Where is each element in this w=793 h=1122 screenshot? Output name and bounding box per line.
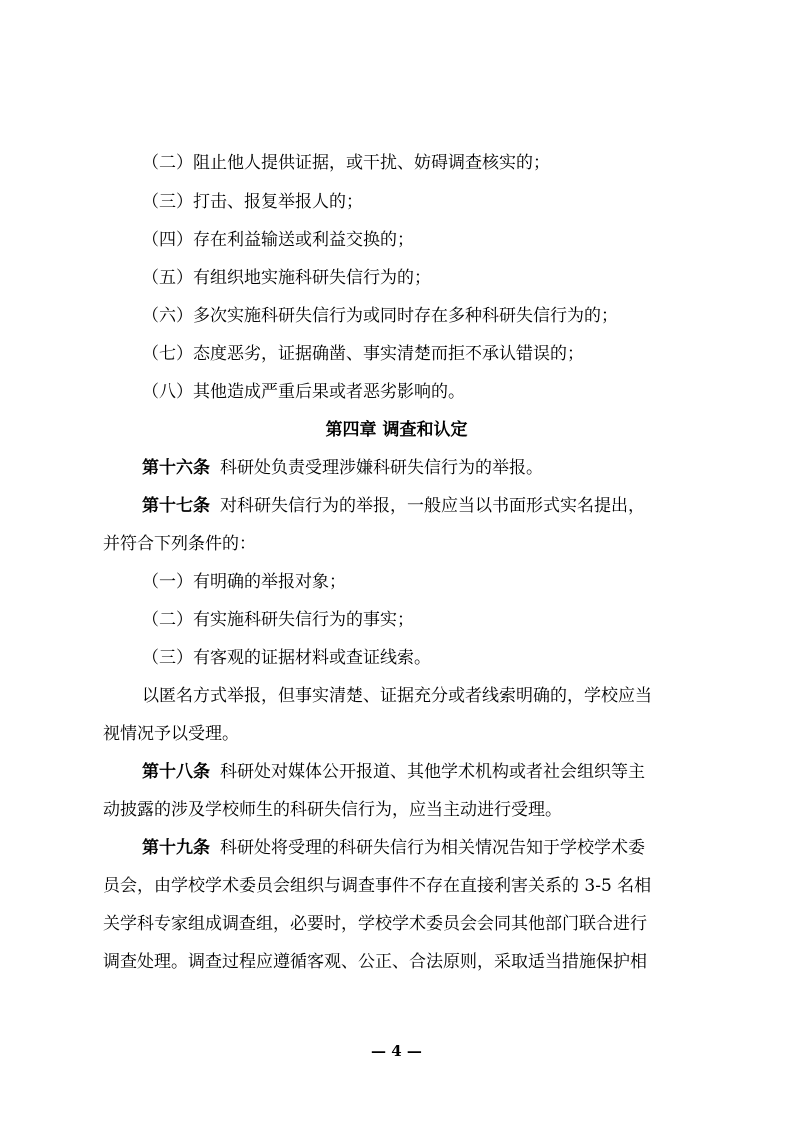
- list-item: （六）多次实施科研失信行为或同时存在多种科研失信行为的；: [142, 306, 618, 326]
- list-item: （二）有实施科研失信行为的事实；: [142, 610, 414, 630]
- article-label: 第十七条: [142, 496, 210, 516]
- page-number: — 4 —: [371, 1042, 422, 1060]
- article-18: [142, 760, 793, 784]
- list-item: （五）有组织地实施科研失信行为的；: [142, 268, 431, 288]
- list-item: （三）打击、报复举报人的；: [142, 192, 363, 212]
- article-text: 调查处理。调查过程应遵循客观、公正、合法原则，采取适当措施保护相: [103, 952, 647, 972]
- article-17: [142, 494, 793, 518]
- list-item: （八）其他造成严重后果或者恶劣影响的。: [142, 382, 465, 402]
- list-item: （四）存在利益输送或利益交换的；: [142, 230, 414, 250]
- list-item: （一）有明确的举报对象；: [142, 572, 346, 592]
- paragraph: 视情况予以受理。: [103, 724, 239, 744]
- article-text: 动披露的涉及学校师生的科研失信行为，应当主动进行受理。: [103, 800, 562, 820]
- list-item: （三）有客观的证据材料或查证线索。: [142, 648, 431, 668]
- article-label: 第十六条: [142, 458, 210, 478]
- article-text: 科研处对媒体公开报道、其他学术机构或者社会组织等主: [220, 762, 645, 782]
- article-text: 科研处将受理的科研失信行为相关情况告知于学校学术委: [220, 838, 645, 858]
- article-text: 对科研失信行为的举报，一般应当以书面形式实名提出，: [220, 496, 645, 516]
- chapter-title: 第四章 调查和认定: [325, 420, 468, 440]
- article-text: 关学科专家组成调查组，必要时，学校学术委员会会同其他部门联合进行: [103, 914, 647, 934]
- paragraph: 以匿名方式举报，但事实清楚、证据充分或者线索明确的，学校应当: [142, 686, 652, 706]
- article-label: 第十九条: [142, 838, 210, 858]
- list-item: （七）态度恶劣，证据确凿、事实清楚而拒不承认错误的；: [142, 344, 584, 364]
- list-item: （二）阻止他人提供证据，或干扰、妨碍调查核实的；: [142, 153, 550, 173]
- article-19: [142, 836, 793, 860]
- article-text: 科研处负责受理涉嫌科研失信行为的举报。: [220, 458, 543, 478]
- article-text: 并符合下列条件的：: [103, 534, 256, 554]
- article-16: [142, 456, 793, 480]
- article-text: 员会，由学校学术委员会组织与调查事件不存在直接利害关系的 3-5 名相: [103, 876, 652, 896]
- article-label: 第十八条: [142, 762, 210, 782]
